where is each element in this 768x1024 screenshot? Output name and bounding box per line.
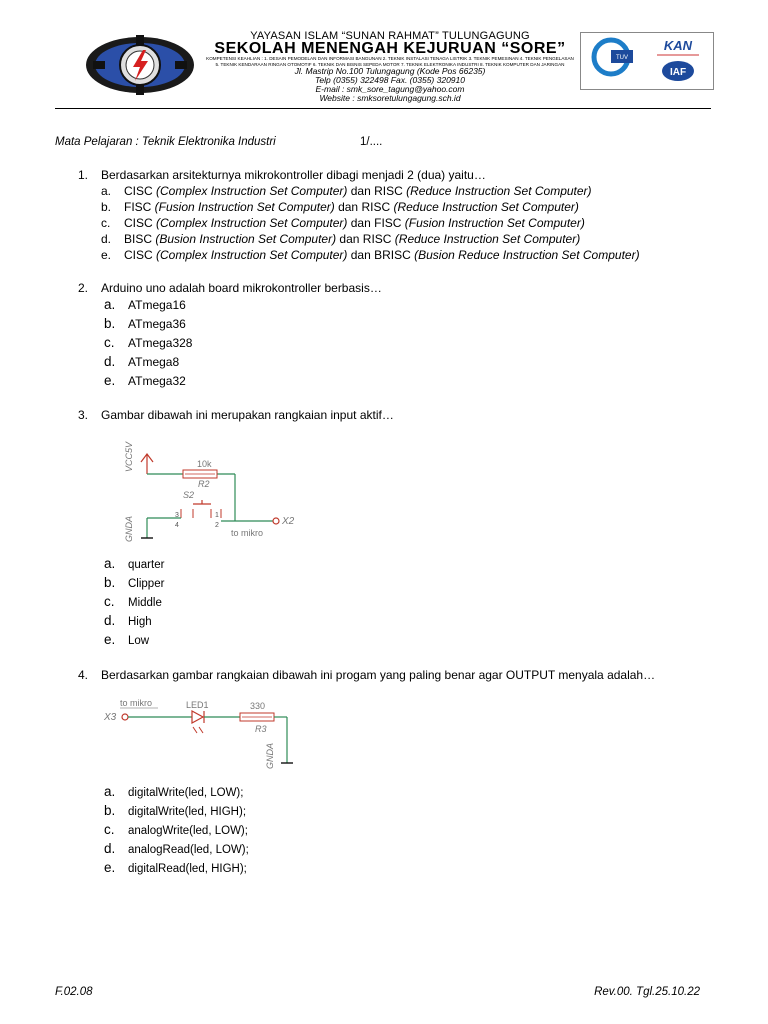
phone: Telp (0355) 322498 Fax. (0355) 320910 (315, 75, 465, 85)
question-number: 3. (78, 408, 89, 422)
option-letter: b. (104, 316, 116, 331)
option: c. Middle (104, 594, 162, 609)
school-name: SEKOLAH MENENGAH KEJURUAN “SORE” (214, 40, 566, 57)
circuit-diagram-input (115, 430, 305, 545)
port-label: X3 (104, 712, 117, 723)
cert-logo-2-text: KAN (663, 38, 693, 53)
address: Jl. Mastrip No.100 Tulungagung (Kode Pos 66235) (294, 66, 486, 76)
question-number: 1. (78, 168, 89, 182)
option: a. quarter (104, 556, 165, 571)
option-letter: e. (104, 632, 116, 647)
option: a. ATmega16 (104, 297, 186, 312)
resistor-value: 10k (197, 459, 212, 469)
foundation-name: YAYASAN ISLAM “SUNAN RAHMAT” TULUNGAGUNG (250, 30, 530, 42)
switch-pin-4: 4 (175, 522, 179, 529)
question-3 (78, 408, 394, 422)
option-letter: d. (104, 613, 116, 628)
switch-pin-3: 3 (175, 512, 179, 519)
option-letter: a. (101, 184, 112, 198)
vcc-label: VCC5V (124, 441, 134, 472)
option: d. analogRead(led, LOW); (104, 841, 249, 856)
subject-title: Mata Pelajaran : Teknik Elektronika Industri (55, 136, 276, 148)
to-mikro-label: to mikro (231, 528, 264, 538)
option-letter: e. (104, 860, 116, 875)
question-2 (78, 281, 382, 295)
page-number: 1/.... (360, 136, 383, 148)
competencies-line-2: 5. TEKNIK KENDARAAN RINGAN OTOMOTIF 6. TEKNIK DAN BISNIS SEPEDA MOTOR 7. TEKNIK ELEKTRONIKA INDUSTRI 8. TEKNIK KOMPUTER DAN JARINGAN (215, 62, 565, 67)
option: c. analogWrite(led, LOW); (104, 822, 248, 837)
certification-logos (580, 32, 714, 90)
question-number: 2. (78, 281, 89, 295)
option: b. Clipper (104, 575, 165, 590)
gnd-label: GNDA (124, 515, 134, 542)
option: c. CISC (Complex Instruction Set Computer) dan FISC (Fusion Instruction Set Computer) (101, 216, 585, 230)
option-letter: b. (104, 575, 116, 590)
option-letter: b. (104, 803, 116, 818)
question-text: Gambar dibawah ini merupakan rangkaian input aktif… (101, 408, 394, 422)
cert-logo-3-text: IAF (669, 67, 687, 78)
resistor-name: R2 (198, 479, 210, 489)
form-code: F.02.08 (55, 986, 93, 998)
port-label: X2 (282, 516, 295, 527)
resistor-value: 330 (250, 701, 266, 711)
option: e. Low (104, 632, 150, 647)
switch-pin-1: 1 (215, 512, 219, 519)
question-text: Berdasarkan arsitekturnya mikrokontroller dibagi menjadi 2 (dua) yaitu… (101, 168, 486, 182)
gnd-label: GNDA (265, 742, 275, 769)
question-text: Berdasarkan gambar rangkaian dibawah ini progam yang paling benar agar OUTPUT menyala adalah… (101, 668, 656, 682)
website: Website : smksoretulungagung.sch.id (319, 93, 461, 103)
option-letter: c. (104, 335, 115, 350)
option-letter: d. (104, 354, 116, 369)
option-letter: d. (104, 841, 116, 856)
question-number: 4. (78, 668, 89, 682)
option: d. ATmega8 (104, 354, 180, 369)
cert-logo-1-text: TUV (616, 55, 628, 61)
email: E-mail : smk_sore_tagung@yahoo.com (315, 84, 465, 94)
option-letter: c. (104, 822, 115, 837)
question-1 (78, 168, 486, 182)
option-letter: c. (104, 594, 115, 609)
option-letter: a. (104, 784, 116, 799)
option-letter: e. (101, 248, 112, 262)
circuit-diagram-output (100, 693, 300, 773)
option-letter: a. (104, 556, 116, 571)
option-letter: b. (101, 200, 112, 214)
option-letter: a. (104, 297, 116, 312)
revision-info: Rev.00. Tgl.25.10.22 (594, 986, 700, 998)
option-letter: e. (104, 373, 116, 388)
option: b. ATmega36 (104, 316, 186, 331)
option: c. ATmega328 (104, 335, 193, 350)
option: e. CISC (Complex Instruction Set Computer) dan BRISC (Busion Reduce Instruction Set Computer) (101, 248, 640, 262)
school-logo (85, 34, 195, 96)
school-address-block (190, 67, 590, 103)
option: d. High (104, 613, 152, 628)
question-text: Arduino uno adalah board mikrokontroller berbasis… (101, 281, 382, 295)
header-divider (55, 108, 711, 109)
option: a. digitalWrite(led, LOW); (104, 784, 244, 799)
option: a. CISC (Complex Instruction Set Computer) dan RISC (Reduce Instruction Set Computer) (101, 184, 592, 198)
option: e. digitalRead(led, HIGH); (104, 860, 247, 875)
switch-name: S2 (183, 490, 195, 500)
competencies-line-1: KOMPETENSI KEAHLIAN : 1. DESAIN PEMODELAN DAN INFORMASI BANGUNAN 2. TEKNIK INSTALASI TENAGA LISTRIK 3. TEKNIK PEMESINAN 4. TEKNIK PENGELASAN (206, 56, 574, 61)
resistor-name: R3 (255, 724, 267, 734)
option: b. digitalWrite(led, HIGH); (104, 803, 247, 818)
option: d. BISC (Busion Instruction Set Computer) dan RISC (Reduce Instruction Set Computer) (101, 232, 581, 246)
switch-pin-2: 2 (215, 522, 219, 529)
option: b. FISC (Fusion Instruction Set Computer) dan RISC (Reduce Instruction Set Computer) (101, 200, 579, 214)
led-name: LED1 (186, 700, 209, 710)
option: e. ATmega32 (104, 373, 186, 388)
option-letter: d. (101, 232, 112, 246)
to-mikro-label: to mikro (120, 698, 153, 708)
option-letter: c. (101, 216, 111, 230)
question-4 (78, 668, 655, 682)
